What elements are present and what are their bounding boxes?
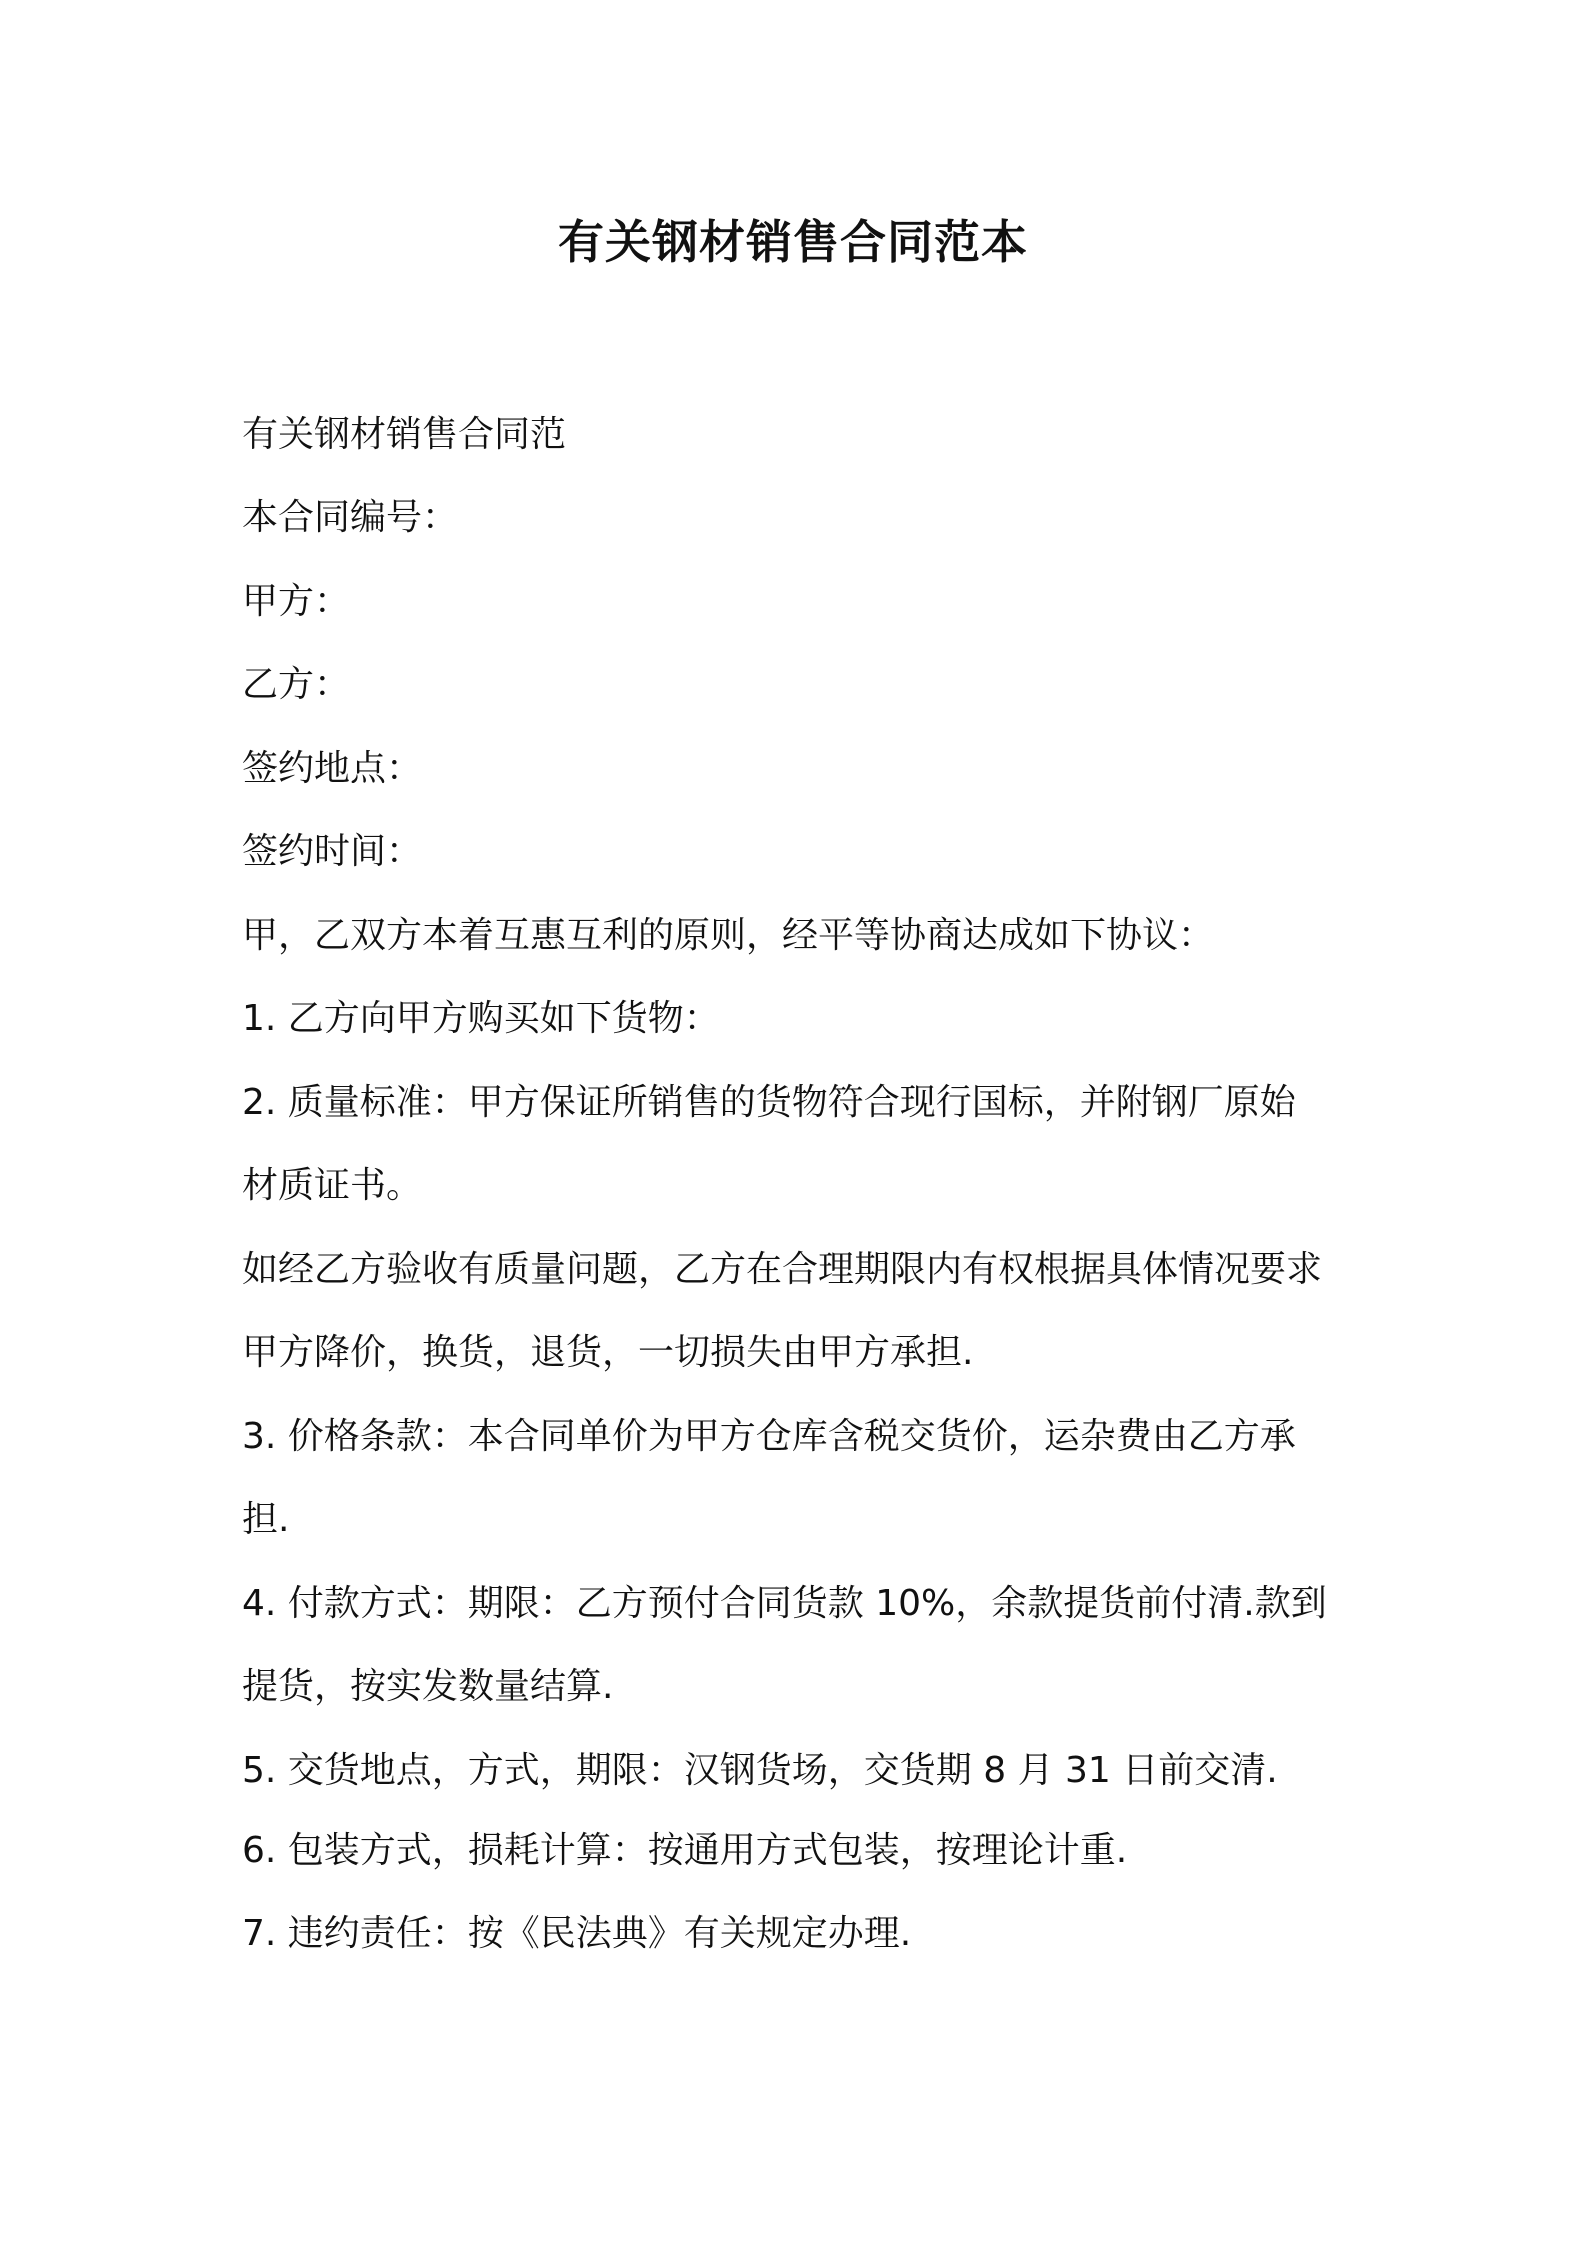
clause-1: 1. 乙方向甲方购买如下货物： [242, 998, 720, 1039]
clause-3-line-2: 担. [242, 1499, 290, 1540]
clause-2-line-2: 材质证书。 [242, 1165, 423, 1206]
clause-7: 7. 违约责任：按《民法典》有关规定办理. [242, 1913, 912, 1954]
document-title: 有关钢材销售合同范本 [558, 215, 1028, 269]
clause-2-line-3: 如经乙方验收有质量问题，乙方在合理期限内有权根据具体情况要求 [242, 1249, 1323, 1290]
sign-time-field: 签约时间： [242, 831, 423, 872]
clause-2-line-1: 2. 质量标准：甲方保证所销售的货物符合现行国标，并附钢厂原始 [242, 1082, 1296, 1123]
sign-place-field: 签约地点： [242, 748, 423, 789]
clause-4-line-2: 提货，按实发数量结算. [242, 1666, 614, 1707]
party-a-field: 甲方： [242, 581, 351, 622]
clause-3-line-1: 3. 价格条款：本合同单价为甲方仓库含税交货价，运杂费由乙方承 [242, 1416, 1296, 1457]
clause-5: 5. 交货地点，方式，期限：汉钢货场，交货期 8 月 31 日前交清. [242, 1750, 1278, 1791]
document-subtitle: 有关钢材销售合同范 [242, 414, 567, 455]
clause-4-line-1: 4. 付款方式：期限：乙方预付合同货款 10%，余款提货前付清.款到 [242, 1583, 1327, 1624]
party-b-field: 乙方： [242, 664, 351, 705]
intro-paragraph: 甲，乙双方本着互惠互利的原则，经平等协商达成如下协议： [242, 915, 1215, 956]
clause-6: 6. 包装方式，损耗计算：按通用方式包装，按理论计重. [242, 1830, 1128, 1871]
clause-2-line-4: 甲方降价，换货，退货，一切损失由甲方承担. [242, 1332, 974, 1373]
contract-number-field: 本合同编号： [242, 497, 459, 538]
